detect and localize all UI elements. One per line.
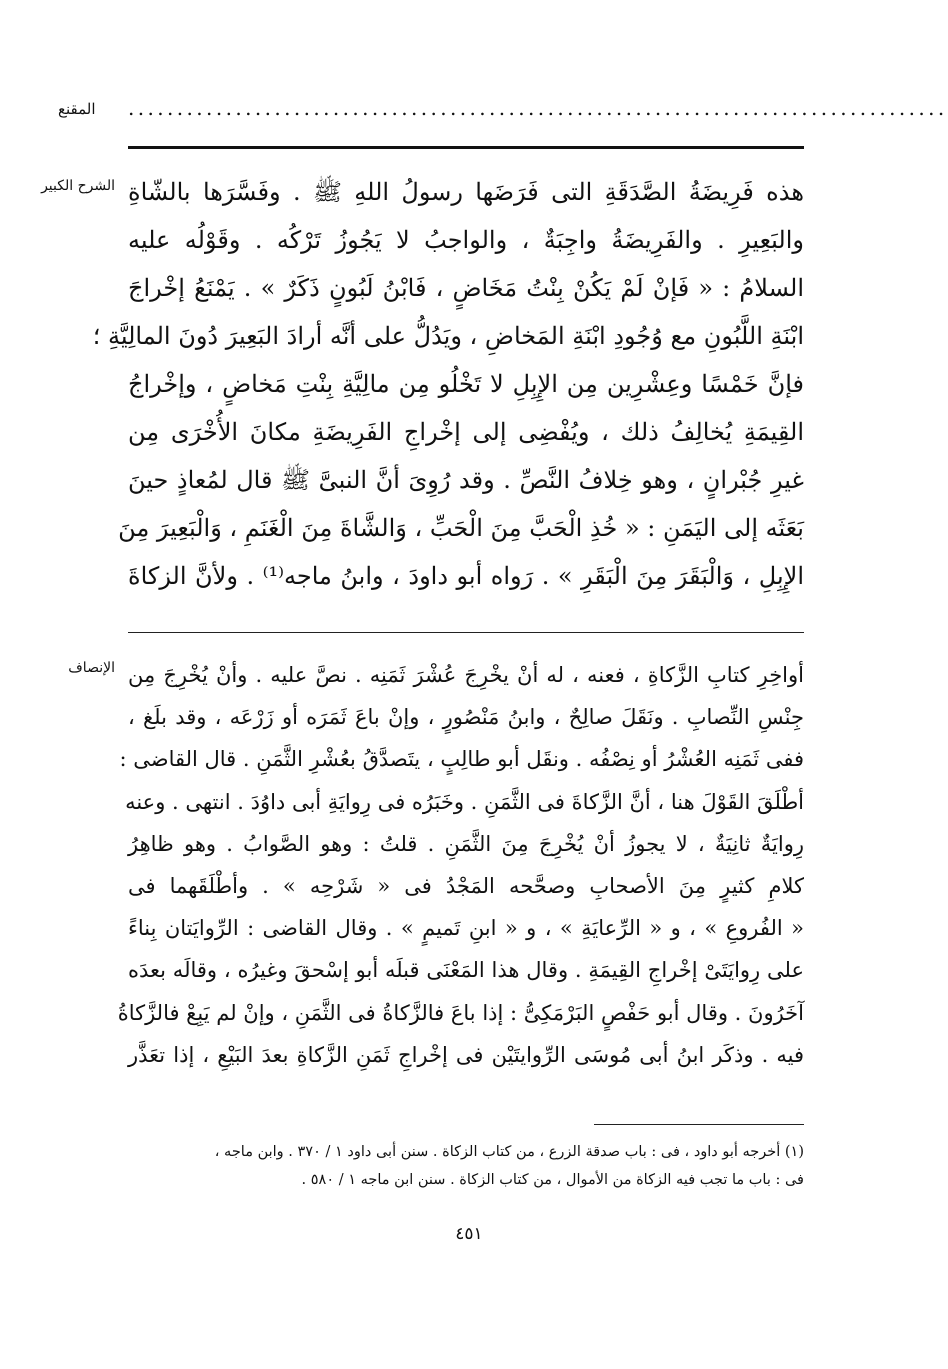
sharh-line: فإنَّ خَمْسًا وعِشْرِين مِن الإِبِلِ لا تَخْلُو مِن مالِيَّةِ بِنْتِ مَخاضٍ ، وإخْراجُ [128,370,804,398]
sharh-line: بَعَثَه إلى اليَمَنِ : « خُذِ الْحَبَّ مِنَ الْحَبِّ ، وَالشَّاةَ مِنَ الْغَنَمِ ، وَالْبَعِيرَ مِنَ [118,514,804,542]
sharh-section-label: الشرح الكبير [41,178,115,194]
sharh-line: الإِبِلِ ، وَالْبَقَرَ مِنَ الْبَقَرِ » . رَواه أبو داودَ ، وابنُ ماجه⁽¹⁾ . ولأنَّ الزكاةَ [128,562,804,590]
insaf-line: فيه . وذكَر ابنُ أبى مُوسَى الرِّوايتَيْن فى إخْراجِ ثَمَنِ الزَّكاةِ بعدَ البَيْعِ ، إذا تعَذَّر [128,1042,804,1067]
footnote-line: (١) أخرجه أبو داود ، فى : باب صدقة الزرع ، من كتاب الزكاة . سنن أبى داود ١ / ٣٧٠ . وابن ماجه ، [214,1144,804,1160]
insaf-line: ففى ثَمَنِه العُشْرُ أو نِصْفُه . ونقَل أبو طالِبٍ ، يتَصدَّقُ بعُشْرِ الثَّمَنِ . قال القاضى : [119,747,804,772]
sharh-text-block [92,168,804,600]
insaf-line: جِنْسِ النِّصابِ . ونَقَلَ صالِحٌ ، وابنُ مَنْصُورٍ ، وإنْ باعَ ثَمَرَه أو زَرْعَه ، وقد بلَغ ، [128,705,804,730]
header-divider [128,146,804,149]
sharh-line: والبَعِيرِ . والفَرِيضَةُ واجِبَةٌ ، والواجبُ لا يَجُوزُ تَرْكُه . وقَوْلُه عليه [128,226,804,254]
insaf-line: رِوايَةٌ ثانِيَةٌ ، لا يجوزُ أنْ يُخْرِجَ مِنَ الثَّمَنِ . قلتُ : وهو الصَّوابُ . وهو ظاهِرُ [128,831,804,856]
insaf-line: أطْلَقَ القَوْلَ هنا ، أنَّ الزَّكاةَ فى الثَّمَنِ . وخَبَرُه فى رِوايَةِ أبى داوُدَ . انتهى . وعنه [125,789,804,814]
sharh-line: ابْنَةِ اللَّبُونِ مع وُجُودِ ابْنَةِ المَخاضِ ، ويَدُلُّ على أنَّه أرادَ البَعِيرَ دُونَ المالِيَّةِ ؛ [92,322,804,350]
sharh-line: السلامُ : « فَإنْ لَمْ يَكُنْ بِنْتُ مَخَاضٍ ، فَابْنُ لَبُونٍ ذَكَرٌ » . يَمْنَعُ إخْراجَ [128,274,804,302]
insaf-line: « الفُروعِ » ، و « الرِّعايَةِ » ، و « ابنِ تَميمٍ » . وقال القاضى : الرِّوايَتان بِناءً [128,916,804,941]
footnote-line: فى : باب ما تجب فيه الزكاة من الأموال ، من كتاب الزكاة . سنن ابن ماجه ١ / ٥٨٠ . [301,1172,804,1188]
insaf-line: كلامِ كثيرٍ مِنَ الأصحابِ وصحَّحه المَجْدُ فى « شَرْحِه » . وأطْلَقَهما فى [128,873,804,898]
sharh-line: غيرِ جُبْرانٍ ، وهو خِلافُ النَّصِّ . وقد رُوِىَ أنَّ النبىَّ ﷺ قال لمُعاذٍ حينَ [128,466,804,494]
footnote-divider [594,1124,804,1125]
section-divider [128,632,804,633]
insaf-text-block [117,654,804,1076]
insaf-section-label: الإنصاف [68,660,115,676]
header-dotted-rule: .................................................................................... [128,96,948,120]
footnotes-block [128,1138,804,1194]
insaf-line: على رِوايَتَىْ إخْراجِ القِيمَةِ . وقال هذا المَعْنَى قبلَه أبو إسْحقَ وغيرُه ، وقالَه بعدَه [128,958,804,983]
page-number: ٤٥١ [455,1224,483,1244]
sharh-line: هذه فَرِيضَةُ الصَّدَقَةِ التى فَرَضَها رسولُ اللهِ ﷺ . وفَسَّرَها بالشّاةِ [128,178,804,206]
insaf-line: أواخِرِ كتابِ الزَّكاةِ ، فعنه ، له أنْ يخْرِجَ عُشْرَ ثَمَنِه . نصَّ عليه . وأنْ يُخْرِجَ مِن [128,663,804,687]
sharh-line: القِيمَةِ يُخالِفُ ذلك ، ويُفْضِى إلى إخْراجِ الفَرِيضَةِ مكانَ الأُخْرَى مِن [128,418,804,446]
book-title-header: المقنع [58,100,96,118]
insaf-line: آخَرُونَ . وقال أبو حَفْصٍ البَرْمَكِىُّ : إذا باعَ فالزَّكاةُ فى الثَّمَنِ ، وإنْ لم يَبِعْ فالزَّكاةُ [117,1000,804,1025]
